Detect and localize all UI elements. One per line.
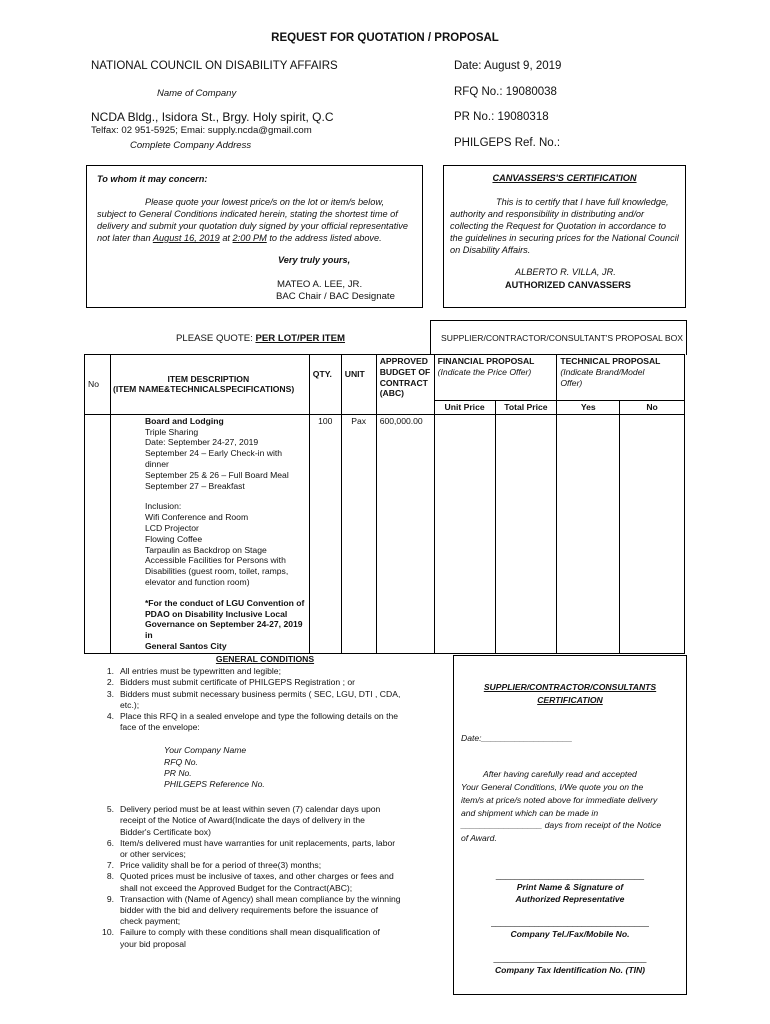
list-item: 5. Delivery period must be at least within seven (7) calendar days upon receipt of the Notice of Award(Indicate the days of delivery in the Bidder's Certificate box) [106,804,381,837]
list-item: 8. Quoted prices must be inclusive of taxes, and other charges or fees and shall not exceed the Approved Budget for the Contract(ABC); [106,871,394,893]
list-item: 1. All entries must be typewritten and legible; [106,666,281,677]
col-header-total-price: Total Price [495,401,557,415]
cell-unit-price [434,414,495,653]
deadline-date: August 16, 2019 [152,233,220,243]
col-header-abc: APPROVED BUDGET OF CONTRACT (ABC) [376,355,434,415]
deadline-time: 2:00 PM [232,233,267,243]
rfq-number: RFQ No.: 19080038 [454,86,557,98]
cell-total-price [495,414,557,653]
conditions-list-2 [98,804,432,950]
tel-label: Company Tel./Fax/Mobile No. [510,929,630,939]
conditions-title: GENERAL CONDITIONS [215,654,315,664]
cell-yes [557,414,620,653]
company-address-label: Complete Company Address [130,140,252,151]
supplier-delivery-days-field[interactable]: _________________ days from receipt of the Notice [461,820,662,830]
canvassers-title: CANVASSERS'S CERTIFICATION [492,173,637,183]
list-item: 2. Bidders must submit certificate of PHILGEPS Registration ; or [106,677,355,688]
col-header-description: ITEM DESCRIPTION (ITEM NAME&TECHNICALSPECIFICATIONS) [110,355,309,415]
cell-unit: Pax [341,414,376,653]
col-header-technical: TECHNICAL PROPOSAL (Indicate Brand/Model Offer) [557,355,685,401]
company-address: NCDA Bldg., Isidora St., Brgy. Holy spirit, Q.C [91,110,334,124]
col-header-qty: QTY. [309,355,341,415]
supplier-certification-box [453,655,687,995]
rfq-date: Date: August 9, 2019 [454,60,562,72]
cell-qty: 100 [309,414,341,653]
concern-line-2: subject to General Conditions indicated herein, stating the shortest time of [97,209,398,219]
page-title: REQUEST FOR QUOTATION / PROPOSAL [271,32,499,44]
col-header-yes: Yes [557,401,620,415]
salutation: To whom it may concern: [97,174,208,184]
supplier-date-field[interactable]: Date:___________________ [461,733,573,743]
closing: Very truly yours, [278,255,351,265]
canvasser-name: ALBERTO R. VILLA, JR. [515,267,616,277]
canvass-line-3: collecting the Request for Quotation in accordance to [450,221,667,231]
list-item: 4. Place this RFQ in a sealed envelope and type the following details on the face of the envelope: [106,711,399,733]
canvass-line-2: authority and responsibility in distributing and/or [450,209,645,219]
table-row [85,414,685,653]
supplier-cert-line-4: and shipment which can be made in [461,808,599,818]
canvass-line-5: on Disability Affairs. [450,245,531,255]
list-item: 3. Bidders must submit necessary business permits ( SEC, LGU, DTI , CDA, etc.); [106,688,401,710]
col-header-unit-price: Unit Price [434,401,495,415]
philgeps-ref: PHILGEPS Ref. No.: [454,137,561,149]
concern-box [86,165,423,308]
proposal-box-header [430,320,687,355]
envelope-details: Your Company Name RFQ No. PR No. PHILGEPS Reference No. [164,745,265,790]
cell-abc: 600,000.00 [376,414,434,653]
supplier-cert-line-1: After having carefully read and accepted [483,769,637,779]
cell-no2 [620,414,685,653]
general-conditions [98,654,432,950]
canvassers-certification-box [443,165,686,308]
conditions-list [98,666,432,733]
col-header-no: No [85,355,111,415]
concern-line-1: Please quote your lowest price/s on the lot or item/s below, [145,197,384,207]
concern-line-3: delivery and submit your quotation duly signed by your official representative [97,221,409,231]
cell-description: Board and Lodging Triple Sharing Date: September 24-27, 2019 September 24 – Early Check-in with dinner September 25 & 26 – Full Board Meal September 27 – Breakfast Inclusion: Wifi Conference and Room LCD Projector Flowing Coffee Tarpaulin as Backdrop on Stage Accessible Facilities for Persons with Disabilities (guest room, toilet, ramps, elevator and function room) *For the conduct of LGU Convention of PDAO on Disability Inclusive Local Governance on September 24-27, 2019 in General Santos City [110,414,309,653]
per-lot-label: PER LOT/PER ITEM [255,333,346,344]
concern-line-4: not later than August 16, 2019 at 2:00 PM to the address listed above. [97,233,382,243]
col-header-financial: FINANCIAL PROPOSAL (Indicate the Price Offer) [434,355,557,401]
signatory-name: MATEO A. LEE, JR. [277,279,363,290]
list-item: 10. Failure to comply with these conditions shall mean disqualification of your bid proposal [102,927,380,949]
supplier-cert-line-6: of Award. [461,833,497,843]
company-contact: Telfax: 02 951-5925; Emai: supply.ncda@gmail.com [91,125,312,136]
list-item: 6. Item/s delivered must have warranties for unit replacements, parts, labor or other services; [106,837,396,860]
canvass-line-1: This is to certify that I have full knowledge, [496,197,669,207]
signature-label-1: Print Name & Signature of [516,882,624,892]
quotation-table [84,354,685,654]
company-name-label: Name of Company [157,88,237,99]
supplier-cert-title-1: SUPPLIER/CONTRACTOR/CONSULTANTS [483,682,657,692]
tin-line[interactable]: ________________________________ [493,953,647,963]
signature-line[interactable]: _______________________________ [495,870,645,880]
signature-label-2: Authorized Representative [515,894,625,904]
signatory-title: BAC Chair / BAC Designate [276,291,395,302]
proposal-box-label: SUPPLIER/CONTRACTOR/CONSULTANT'S PROPOSAL BOX [441,333,683,343]
canvasser-role: AUTHORIZED CANVASSERS [505,280,631,290]
tin-label: Company Tax Identification No. (TIN) [494,965,646,975]
supplier-cert-title-2: CERTIFICATION [537,695,603,705]
col-header-unit: UNIT [341,355,376,415]
pr-number: PR No.: 19080318 [454,111,549,123]
tel-line[interactable]: _________________________________ [491,917,649,927]
list-item: 9. Transaction with (Name of Agency) shall mean compliance by the winning bidder with the bid and delivery requirements before the issuance of check payment; [106,893,401,927]
list-item: 7. Price validity shall be for a period of three(3) months; [106,860,322,871]
company-name: NATIONAL COUNCIL ON DISABILITY AFFAIRS [91,60,338,72]
supplier-cert-line-2: Your General Conditions, I/We quote you on the [461,782,644,792]
cell-no [85,414,111,653]
please-quote: PLEASE QUOTE: PER LOT/PER ITEM [176,333,346,344]
supplier-cert-line-3: item/s at price/s noted above for immediate delivery [461,795,658,805]
canvass-line-4: the guidelines in securing prices for the National Council [450,233,679,243]
col-header-no2: No [620,401,685,415]
